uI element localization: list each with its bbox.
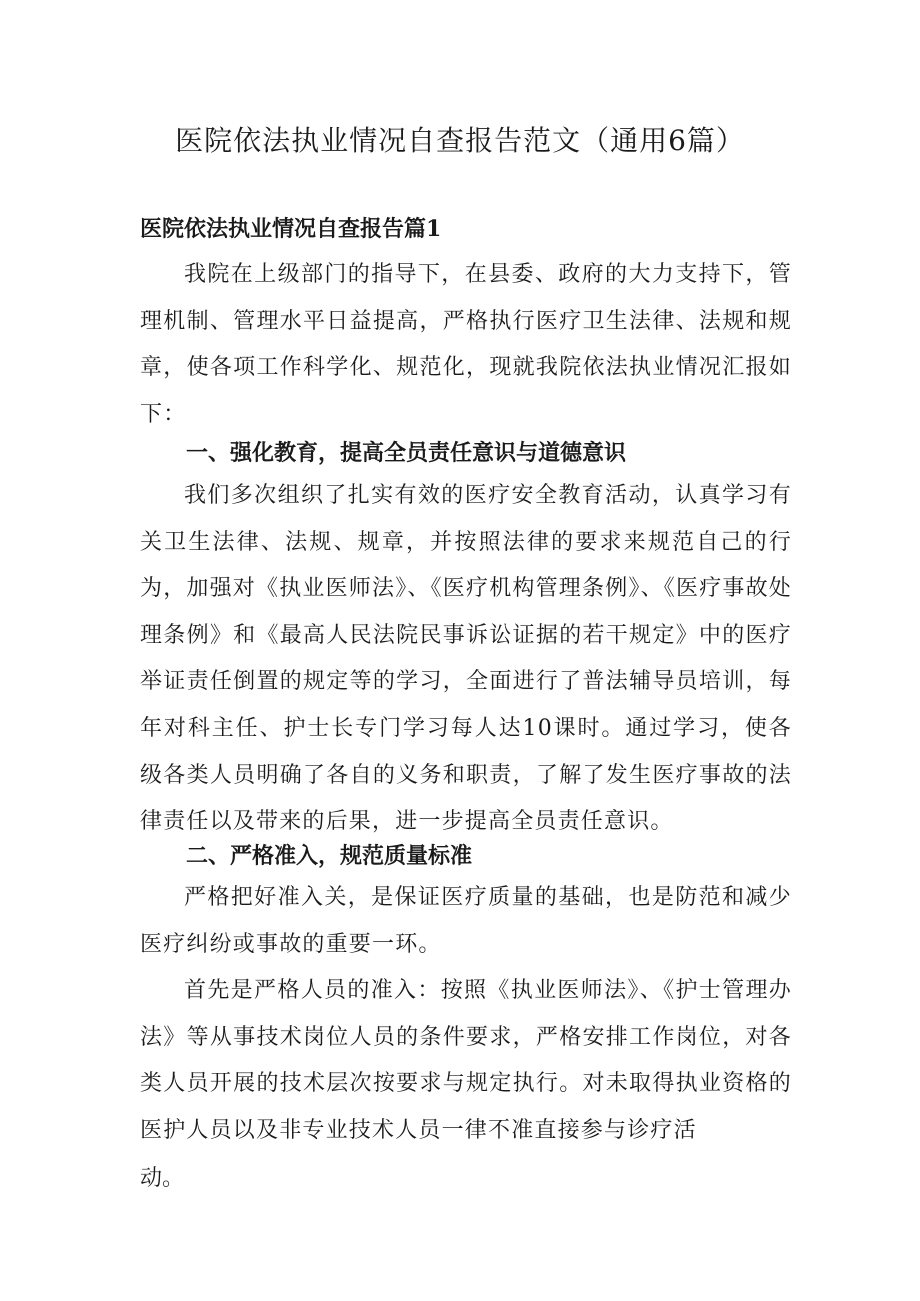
- heading-access: 二、严格准入，规范质量标准: [186, 843, 473, 869]
- paragraph-access: 严格把好准入关，是保证医疗质量的基础，也是防范和减少医疗纠纷或事故的重要一环。: [140, 885, 792, 957]
- paragraph-personnel-tail: 动。: [140, 1166, 185, 1191]
- intro-paragraph: 我院在上级部门的指导下，在县委、政府的大力支持下，管理机制、管理水平日益提高，严格执行医疗卫生法律、法规和规章，使各项工作科学化、规范化，现就我院依法执业情况汇报如下：: [140, 262, 792, 427]
- document-title: 医院依法执业情况自查报告范文（通用6篇）: [175, 124, 745, 157]
- paragraph-education: 我们多次组织了扎实有效的医疗安全教育活动，认真学习有关卫生法律、法规、规章，并按照法律的要求来规范自己的行为，加强对《执业医师法》、《医疗机构管理条例》、《医疗事故处理条例》和《最高人民法院民事诉讼证据的若干规定》中的医疗举证责任倒置的规定等的学习，全面进行了普法辅导员培训，每年对科主任、护士长专门学习每人达10课时。通过学习，使各级各类人员明确了各自的义务和职责，了解了发生医疗事故的法律责任以及带来的后果，进一步提高全员责任意识。: [140, 483, 793, 835]
- heading-education: 一、强化教育，提高全员责任意识与道德意识: [186, 440, 627, 466]
- section-heading: 医院依法执业情况自查报告篇1: [140, 216, 442, 242]
- paragraph-personnel: 首先是严格人员的准入：按照《执业医师法》、《护士管理办法》等从事技术岗位人员的条件要求，严格安排工作岗位，对各类人员开展的技术层次按要求与规定执行。对未取得执业资格的医护人员以及非专业技术人员一律不准直接参与诊疗活: [140, 978, 792, 1143]
